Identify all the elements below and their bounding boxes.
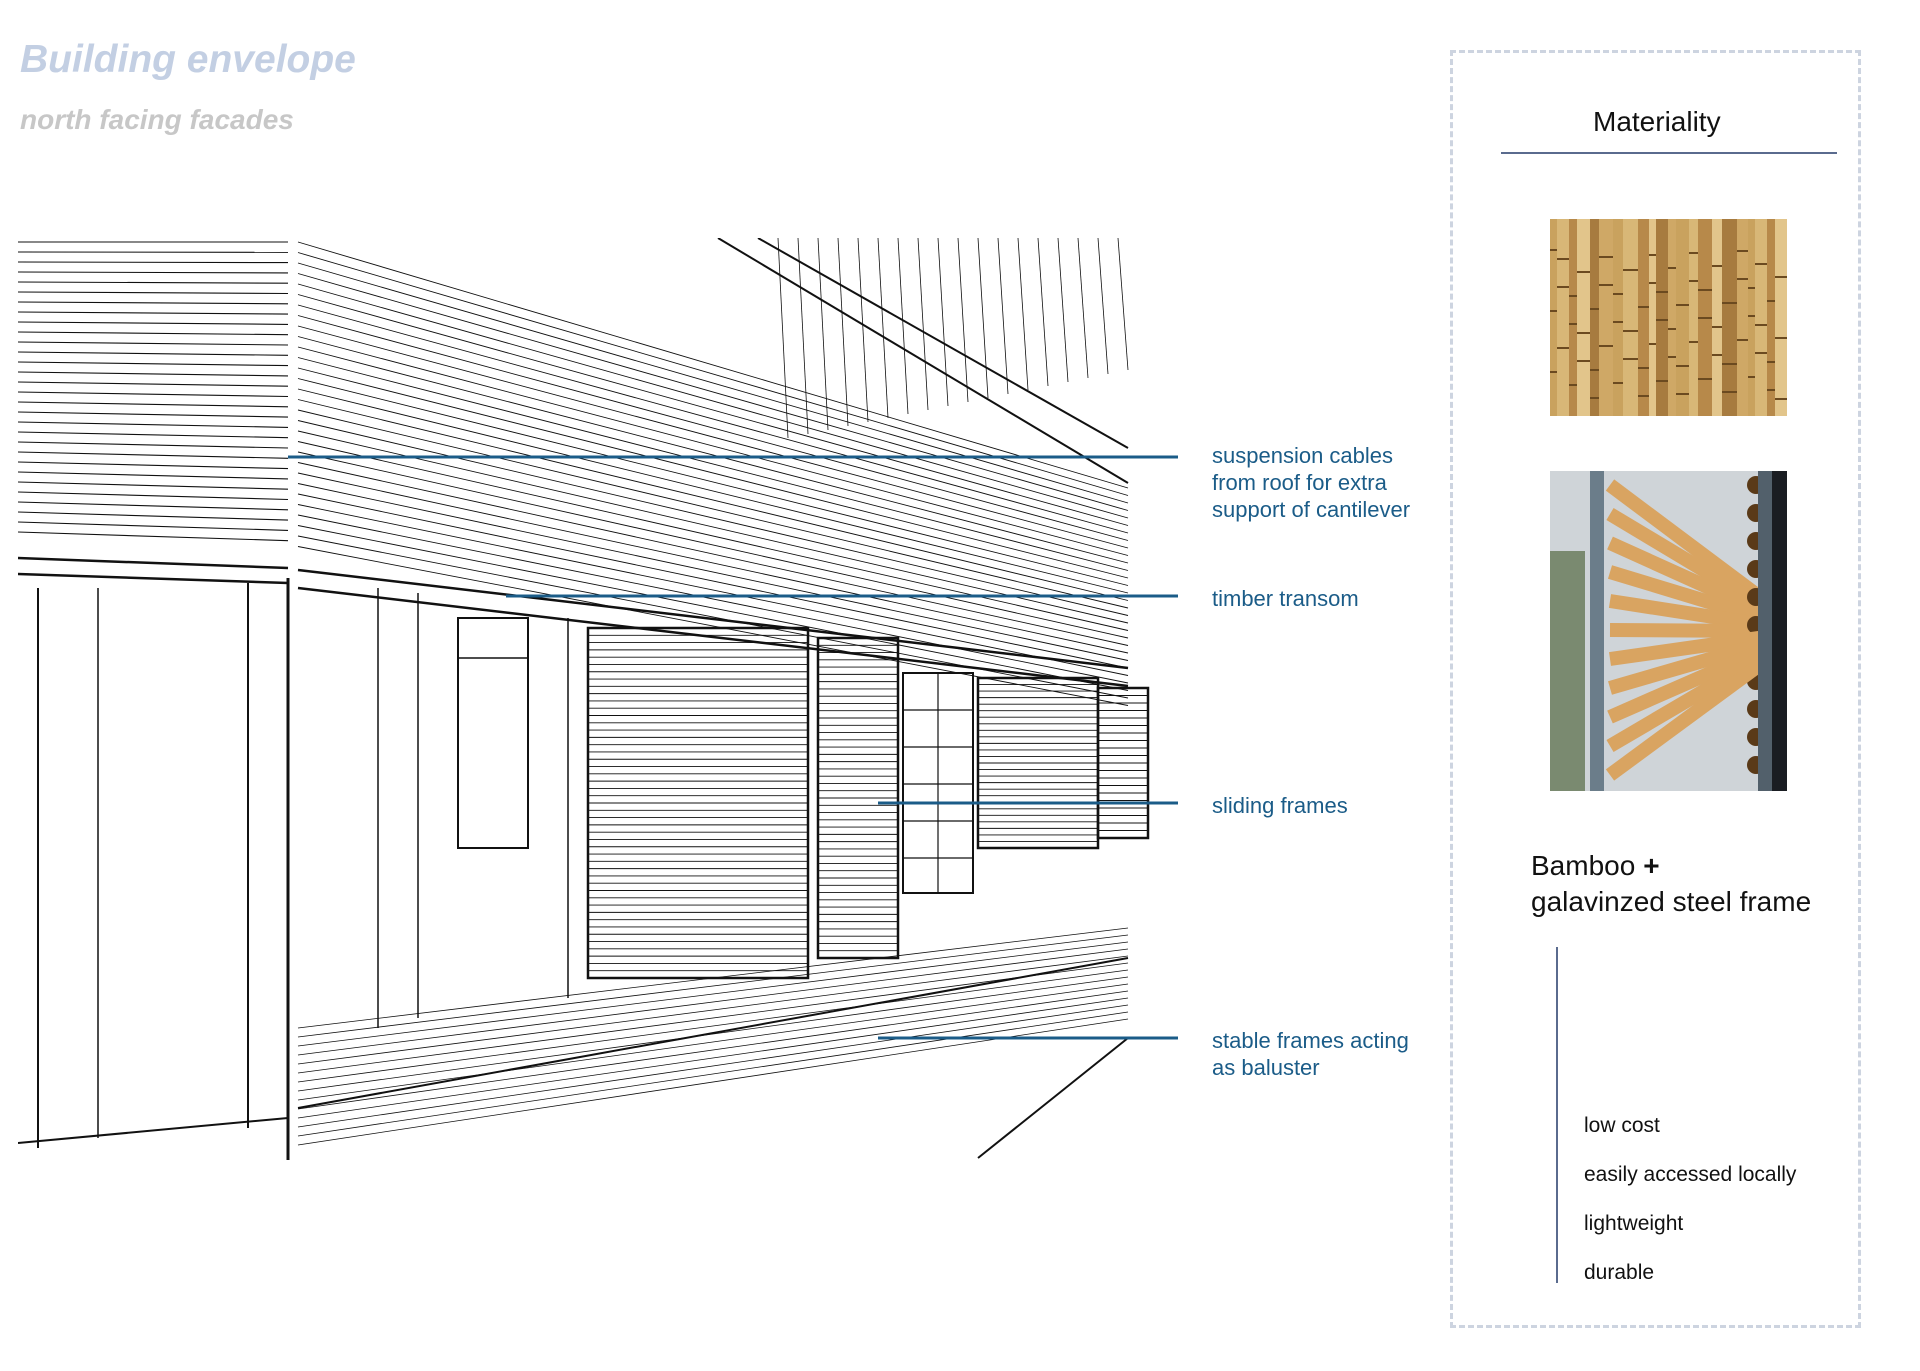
- louvre-slat: [978, 238, 988, 398]
- callout-suspension-cables: [1212, 442, 1410, 523]
- bamboo-node: [1577, 271, 1590, 273]
- bamboo-node: [1689, 252, 1698, 254]
- louvre-slat: [878, 238, 888, 418]
- balustrade-slat: [298, 970, 1128, 1082]
- louvre-slat: [18, 462, 288, 469]
- floor-band: [298, 570, 1128, 668]
- slab-edge: [758, 238, 1128, 448]
- bamboo-cane: [1775, 219, 1787, 416]
- callout-stable-frames: [1212, 1027, 1409, 1081]
- bamboo-node: [1698, 378, 1712, 380]
- louvre-slat: [18, 472, 288, 479]
- louvre-slat: [18, 502, 288, 510]
- bamboo-node: [1656, 291, 1668, 293]
- balustrade-slat: [298, 956, 1128, 1064]
- louvre-slat: [298, 242, 1128, 488]
- louvre-slat: [298, 253, 1128, 496]
- louvre-slat: [1018, 238, 1028, 390]
- louvre-slat: [998, 238, 1008, 394]
- louvre-slat: [298, 337, 1128, 556]
- bamboo-node: [1613, 382, 1623, 384]
- bamboo-node: [1712, 326, 1722, 328]
- bamboo-cane: [1649, 219, 1656, 416]
- callout-suspension-cables-line-2: from roof for extra: [1212, 470, 1387, 495]
- louvre-slat: [18, 332, 288, 335]
- bamboo-node: [1775, 276, 1787, 278]
- materiality-title: Materiality: [1593, 106, 1721, 137]
- bamboo-node: [1590, 308, 1599, 310]
- louvre-slat: [818, 238, 828, 430]
- louvre-slat: [18, 402, 288, 407]
- bamboo-node: [1748, 376, 1755, 378]
- property-item: lightweight: [1584, 1212, 1684, 1235]
- bamboo-node: [1722, 363, 1737, 365]
- bamboo-wall-image: [1550, 219, 1787, 416]
- louvre-slat: [918, 238, 928, 410]
- bamboo-cane: [1569, 219, 1577, 416]
- balustrade-slat: [298, 1005, 1128, 1127]
- bamboo-node: [1767, 300, 1775, 302]
- bamboo-node: [1649, 343, 1656, 345]
- property-item: low cost: [1584, 1114, 1660, 1137]
- bamboo-node: [1748, 315, 1755, 317]
- material-plus: +: [1643, 850, 1660, 881]
- louvre-slat: [938, 238, 948, 406]
- louvre-slat: [18, 422, 288, 427]
- bamboo-node: [1550, 310, 1557, 312]
- callout-timber-transom: timber transom: [1212, 586, 1359, 611]
- bamboo-node: [1590, 369, 1599, 371]
- louvre-slat: [298, 515, 1128, 683]
- window-frame: [458, 618, 528, 848]
- louvre-slat: [18, 532, 288, 541]
- bamboo-cane: [1590, 219, 1599, 416]
- bamboo-cane: [1712, 219, 1722, 416]
- floor-edge: [978, 1038, 1128, 1158]
- bamboo-cane: [1638, 219, 1649, 416]
- louvre-slat: [18, 382, 288, 386]
- bamboo-node: [1755, 352, 1767, 354]
- louvre-slat: [18, 442, 288, 448]
- bamboo-node: [1557, 347, 1569, 349]
- bamboo-node: [1557, 286, 1569, 288]
- louvre-slat: [298, 494, 1128, 668]
- bamboo-node: [1722, 391, 1737, 393]
- floor-edge: [298, 958, 1128, 1108]
- louvre-slat: [298, 484, 1128, 661]
- louvre-slat: [18, 372, 288, 376]
- bamboo-node: [1755, 324, 1767, 326]
- bamboo-node: [1712, 354, 1722, 356]
- balustrade-slat: [298, 984, 1128, 1100]
- callout-sliding-frames: sliding frames: [1212, 793, 1348, 818]
- callout-suspension-cables-line-1: suspension cables: [1212, 443, 1394, 468]
- bamboo-node: [1649, 254, 1656, 256]
- louvre-slat: [18, 292, 288, 294]
- bamboo-node: [1569, 384, 1577, 386]
- bamboo-node: [1668, 267, 1676, 269]
- bamboo-node: [1775, 398, 1787, 400]
- bamboo-cane: [1613, 219, 1623, 416]
- steel-frame: [1590, 471, 1604, 791]
- bamboo-cane: [1722, 219, 1737, 416]
- bamboo-node: [1638, 306, 1649, 308]
- bamboo-node: [1656, 380, 1668, 382]
- bamboo-node: [1668, 356, 1676, 358]
- bamboo-node: [1737, 278, 1748, 280]
- louvre-slat: [298, 263, 1128, 503]
- bamboo-node: [1550, 249, 1557, 251]
- louvre-slat: [1058, 238, 1068, 382]
- bamboo-node: [1668, 328, 1676, 330]
- louvre-slat: [18, 262, 288, 263]
- louvre-slat: [18, 272, 288, 273]
- bamboo-node: [1613, 293, 1623, 295]
- bamboo-node: [1599, 284, 1613, 286]
- louvre-slat: [1078, 238, 1088, 378]
- bamboo-node: [1755, 263, 1767, 265]
- louvre-slat: [18, 522, 288, 530]
- louvre-slat: [18, 432, 288, 438]
- bamboo-steel-frame-image: [1550, 471, 1787, 791]
- louvre-slat: [298, 305, 1128, 533]
- louvre-slat: [298, 274, 1128, 511]
- bamboo-node: [1623, 358, 1638, 360]
- properties-rule: [1556, 947, 1558, 1283]
- facade-perspective-drawing: [18, 238, 1178, 1160]
- steel-frame: [1758, 471, 1772, 791]
- louvre-slat: [18, 312, 288, 314]
- bamboo-node: [1577, 360, 1590, 362]
- louvre-slat: [18, 362, 288, 366]
- louvre-slat: [298, 358, 1128, 571]
- bamboo-node: [1767, 361, 1775, 363]
- bamboo-node: [1676, 393, 1689, 395]
- louvre-slat: [798, 238, 808, 434]
- bamboo-node: [1689, 341, 1698, 343]
- bamboo-cane: [1550, 219, 1557, 416]
- bamboo-cane: [1610, 630, 1765, 631]
- louvre-slat: [298, 526, 1128, 691]
- louvre-slat: [18, 492, 288, 500]
- louvre-slat: [298, 326, 1128, 548]
- floor-band: [18, 574, 288, 583]
- bamboo-node: [1748, 287, 1755, 289]
- bamboo-node: [1676, 304, 1689, 306]
- louvre-slat: [298, 410, 1128, 608]
- bamboo-node: [1638, 395, 1649, 397]
- bamboo-cane: [1767, 219, 1775, 416]
- bamboo-cane: [1755, 219, 1767, 416]
- bamboo-node: [1613, 321, 1623, 323]
- louvre-slat: [18, 302, 288, 304]
- louvre-slat: [1118, 238, 1128, 370]
- louvre-slat: [18, 452, 288, 458]
- bamboo-cane: [1689, 219, 1698, 416]
- louvre-slat: [1098, 238, 1108, 374]
- balustrade-slat: [298, 935, 1128, 1037]
- bamboo-cane: [1748, 219, 1755, 416]
- page-title: Building envelope: [20, 38, 356, 81]
- bamboo-node: [1623, 269, 1638, 271]
- bamboo-node: [1550, 371, 1557, 373]
- louvre-slat: [838, 238, 848, 426]
- louvre-slat: [298, 452, 1128, 638]
- callout-stable-frames-line-2: as baluster: [1212, 1055, 1320, 1080]
- bamboo-cane: [1676, 219, 1689, 416]
- bamboo-node: [1689, 280, 1698, 282]
- louvre-slat: [18, 342, 288, 345]
- bamboo-node: [1599, 256, 1613, 258]
- bamboo-node: [1737, 250, 1748, 252]
- louvre-slat: [18, 392, 288, 397]
- bamboo-node: [1590, 397, 1599, 399]
- bamboo-cane: [1557, 219, 1569, 416]
- louvre-slat: [298, 316, 1128, 541]
- bamboo-node: [1775, 337, 1787, 339]
- materiality-panel: [1450, 50, 1861, 1328]
- balustrade-slat: [298, 991, 1128, 1109]
- bamboo-node: [1599, 345, 1613, 347]
- bamboo-node: [1569, 323, 1577, 325]
- bamboo-cane: [1656, 219, 1668, 416]
- floor-band: [18, 558, 288, 568]
- bamboo-node: [1676, 365, 1689, 367]
- property-item: easily accessed locally: [1584, 1163, 1797, 1186]
- property-item: durable: [1584, 1261, 1655, 1284]
- title-divider: [1501, 152, 1837, 154]
- bamboo-cane: [1623, 219, 1638, 416]
- bamboo-node: [1698, 289, 1712, 291]
- bamboo-node: [1698, 317, 1712, 319]
- bamboo-node: [1656, 319, 1668, 321]
- louvre-slat: [298, 368, 1128, 578]
- louvre-slat: [18, 482, 288, 489]
- bamboo-cane: [1668, 219, 1676, 416]
- floor-edge: [18, 1118, 288, 1143]
- louvre-slat: [898, 238, 908, 414]
- louvre-slat: [18, 412, 288, 417]
- balustrade-slat: [298, 998, 1128, 1118]
- louvre-slat: [298, 536, 1128, 698]
- louvre-slat: [298, 431, 1128, 623]
- bamboo-node: [1569, 295, 1577, 297]
- page-subtitle: north facing facades: [20, 104, 294, 135]
- bamboo-node: [1577, 332, 1590, 334]
- material-name: [1531, 850, 1660, 882]
- louvre-slat: [858, 238, 868, 422]
- bamboo-node: [1649, 282, 1656, 284]
- callout-suspension-cables-line-3: support of cantilever: [1212, 497, 1411, 522]
- louvre-slat: [18, 352, 288, 355]
- bamboo-node: [1712, 265, 1722, 267]
- louvre-slat: [1038, 238, 1048, 386]
- material-secondary: galavinzed steel frame: [1531, 886, 1812, 917]
- louvre-slat: [18, 282, 288, 283]
- bamboo-node: [1737, 339, 1748, 341]
- bamboo-node: [1722, 302, 1737, 304]
- callout-stable-frames-line-1: stable frames acting: [1212, 1028, 1409, 1053]
- bamboo-node: [1638, 367, 1649, 369]
- louvre-slat: [298, 421, 1128, 616]
- frame-shadow: [1772, 471, 1787, 791]
- street-trees: [1550, 551, 1585, 791]
- bamboo-cane: [1577, 219, 1590, 416]
- bamboo-node: [1557, 258, 1569, 260]
- bamboo-cane: [1599, 219, 1613, 416]
- bamboo-cane: [1737, 219, 1748, 416]
- bamboo-node: [1623, 330, 1638, 332]
- louvre-slat: [18, 322, 288, 324]
- louvre-slat: [18, 512, 288, 520]
- material-primary: Bamboo: [1531, 850, 1636, 881]
- louvre-slat: [778, 238, 788, 438]
- louvre-slat: [958, 238, 968, 402]
- bamboo-node: [1767, 389, 1775, 391]
